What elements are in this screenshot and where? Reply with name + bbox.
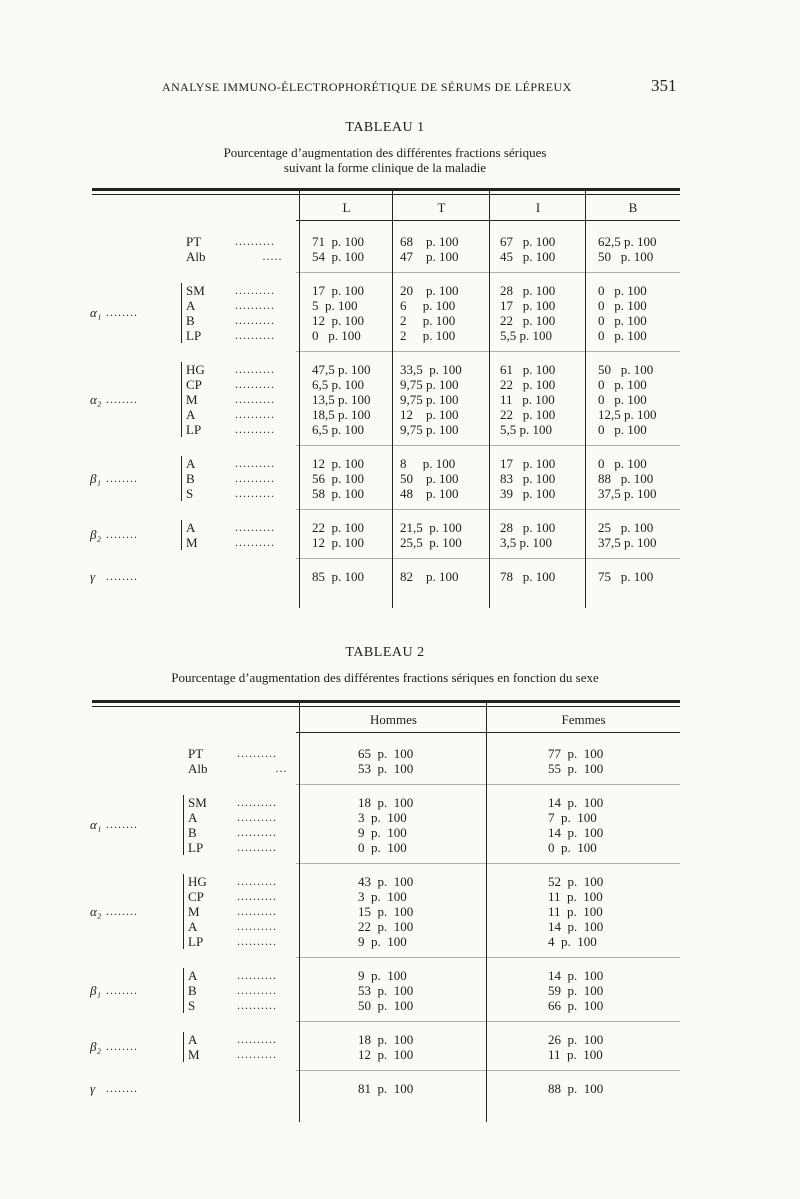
group-rule xyxy=(296,784,680,785)
group-label: α₂ xyxy=(90,903,102,919)
table-cell: 50 p. 100 xyxy=(598,249,654,264)
table-cell: 9 p. 100 xyxy=(358,968,407,983)
table-cell: 17 p. 100 xyxy=(500,298,556,313)
table-cell: 20 p. 100 xyxy=(400,283,459,298)
leader-dots: .......... xyxy=(237,1032,277,1046)
column-divider xyxy=(486,703,487,1122)
table-cell: 85 p. 100 xyxy=(312,569,364,584)
group-rule xyxy=(296,863,680,864)
group-leader-dots: ........ xyxy=(106,568,138,583)
row-label: A xyxy=(186,520,196,535)
table-cell: 33,5 p. 100 xyxy=(400,362,462,377)
group-leader-dots: ........ xyxy=(106,527,138,541)
group-label: α₁ xyxy=(90,305,102,320)
row-label: A xyxy=(188,1032,198,1047)
leader-dots: .......... xyxy=(237,795,277,809)
column-header: B xyxy=(628,200,638,215)
table-cell: 22 p. 100 xyxy=(358,919,414,934)
table-cell: 65 p. 100 xyxy=(358,746,414,761)
column-header: I xyxy=(535,200,541,215)
table-cell: 75 p. 100 xyxy=(598,569,654,584)
row-label: M xyxy=(188,1047,200,1062)
table-cell: 9 p. 100 xyxy=(358,934,407,949)
leader-dots: .......... xyxy=(237,874,277,888)
group-label: α₁ xyxy=(90,817,102,832)
table-cell: 26 p. 100 xyxy=(548,1032,604,1047)
row-label: CP xyxy=(186,377,202,392)
group-leader-dots: ........ xyxy=(106,817,138,831)
leader-dots: .......... xyxy=(237,746,277,760)
table-cell: 58 p. 100 xyxy=(312,486,364,501)
table-cell: 17 p. 100 xyxy=(312,283,364,298)
table-cell: 21,5 p. 100 xyxy=(400,520,462,535)
group-leader-dots: ........ xyxy=(106,391,138,406)
row-label: SM xyxy=(186,283,205,298)
group-label: β₁ xyxy=(90,470,101,486)
row-label: A xyxy=(186,298,196,313)
table-cell: 3 p. 100 xyxy=(358,889,407,904)
leader-dots: .......... xyxy=(237,904,277,918)
table-cell: 54 p. 100 xyxy=(312,249,364,264)
table-cell: 59 p. 100 xyxy=(548,983,604,998)
table-cell: 9 p. 100 xyxy=(358,825,407,840)
table-cell: 0 p. 100 xyxy=(598,283,647,298)
table-cell: 77 p. 100 xyxy=(548,746,604,761)
leader-dots: .......... xyxy=(237,968,277,982)
leader-dots: .......... xyxy=(235,422,275,436)
table-cell: 0 p. 100 xyxy=(598,422,647,437)
table1-caption-line2: suivant la forme clinique de la maladie xyxy=(283,160,487,175)
table-cell: 0 p. 100 xyxy=(598,328,647,343)
table-cell: 50 p. 100 xyxy=(400,471,459,486)
table-cell: 37,5 p. 100 xyxy=(598,535,657,550)
group-leader-dots: ........ xyxy=(106,903,138,918)
table-cell: 5 p. 100 xyxy=(312,298,358,313)
table-cell: 81 p. 100 xyxy=(358,1081,414,1096)
table-cell: 9,75 p. 100 xyxy=(400,422,459,437)
group-brace xyxy=(183,874,184,949)
table-cell: 45 p. 100 xyxy=(500,249,556,264)
group-label: γ xyxy=(90,1080,96,1096)
leader-dots: .......... xyxy=(235,471,275,485)
table-cell: 12 p. 100 xyxy=(312,313,364,328)
row-label: HG xyxy=(188,874,207,889)
table-cell: 47 p. 100 xyxy=(400,249,459,264)
group-leader-dots: ........ xyxy=(106,1039,138,1053)
group-label: α₂ xyxy=(90,391,102,407)
row-label: S xyxy=(186,486,194,501)
table-cell: 82 p. 100 xyxy=(400,569,459,584)
table-cell: 5,5 p. 100 xyxy=(500,422,552,437)
group-brace xyxy=(183,968,184,1013)
group-leader-dots: ........ xyxy=(106,305,138,319)
row-label: A xyxy=(186,407,196,422)
table-cell: 22 p. 100 xyxy=(500,377,556,392)
leader-dots: .......... xyxy=(235,234,275,248)
page-number: 351 xyxy=(651,76,677,95)
group-rule xyxy=(296,1021,680,1022)
table-cell: 8 p. 100 xyxy=(400,456,456,471)
row-label: A xyxy=(188,968,198,983)
table-cell: 9,75 p. 100 xyxy=(400,392,459,407)
table-top-rule xyxy=(92,700,680,703)
table-cell: 0 p. 100 xyxy=(358,840,407,855)
table-cell: 14 p. 100 xyxy=(548,795,604,810)
table-cell: 0 p. 100 xyxy=(312,328,361,343)
table-cell: 88 p. 100 xyxy=(548,1081,604,1096)
table-cell: 15 p. 100 xyxy=(358,904,414,919)
table-cell: 61 p. 100 xyxy=(500,362,556,377)
leader-dots: ..... xyxy=(262,249,283,263)
leader-dots: .......... xyxy=(237,1047,277,1061)
table-cell: 67 p. 100 xyxy=(500,234,556,249)
table-cell: 14 p. 100 xyxy=(548,919,604,934)
row-label: LP xyxy=(186,422,202,437)
table-cell: 62,5 p. 100 xyxy=(598,234,657,249)
row-label: LP xyxy=(188,934,204,949)
table-cell: 5,5 p. 100 xyxy=(500,328,552,343)
table-cell: 11 p. 100 xyxy=(500,392,555,407)
leader-dots: .......... xyxy=(235,407,275,421)
table-cell: 12 p. 100 xyxy=(358,1047,414,1062)
row-label: Alb xyxy=(186,249,206,264)
table-cell: 11 p. 100 xyxy=(548,904,603,919)
table-cell: 18 p. 100 xyxy=(358,795,414,810)
row-label: B xyxy=(188,825,197,840)
group-rule xyxy=(296,957,680,958)
row-label: B xyxy=(186,471,195,486)
group-leader-dots: ........ xyxy=(106,470,138,485)
table-cell: 28 p. 100 xyxy=(500,520,556,535)
row-label: CP xyxy=(188,889,204,904)
table-cell: 11 p. 100 xyxy=(548,1047,603,1062)
row-label: Alb xyxy=(188,761,208,776)
group-rule xyxy=(296,1070,680,1071)
table-cell: 6,5 p. 100 xyxy=(312,422,364,437)
running-title: ANALYSE IMMUNO-ÉLECTROPHORÉTIQUE DE SÉRUMS DE LÉPREUX xyxy=(162,80,572,94)
table-cell: 12 p. 100 xyxy=(400,407,459,422)
row-label: A xyxy=(186,456,196,471)
table-cell: 56 p. 100 xyxy=(312,471,364,486)
table-cell: 25 p. 100 xyxy=(598,520,654,535)
group-leader-dots: ........ xyxy=(106,1080,138,1095)
row-label: M xyxy=(186,392,198,407)
leader-dots: .......... xyxy=(237,998,277,1012)
table-cell: 2 p. 100 xyxy=(400,313,456,328)
table-cell: 55 p. 100 xyxy=(548,761,604,776)
table-cell: 66 p. 100 xyxy=(548,998,604,1013)
group-brace xyxy=(183,1032,184,1062)
leader-dots: ... xyxy=(275,761,288,775)
table-cell: 50 p. 100 xyxy=(598,362,654,377)
row-label: B xyxy=(186,313,195,328)
table-cell: 68 p. 100 xyxy=(400,234,459,249)
row-label: LP xyxy=(188,840,204,855)
table-cell: 14 p. 100 xyxy=(548,825,604,840)
table-cell: 71 p. 100 xyxy=(312,234,364,249)
leader-dots: .......... xyxy=(237,983,277,997)
leader-dots: .......... xyxy=(235,283,275,297)
table-cell: 53 p. 100 xyxy=(358,761,414,776)
column-header: L xyxy=(342,200,351,215)
column-header: Femmes xyxy=(561,712,606,727)
leader-dots: .......... xyxy=(237,840,277,854)
row-label: LP xyxy=(186,328,202,343)
row-label: A xyxy=(188,810,198,825)
column-header: T xyxy=(437,200,446,215)
leader-dots: .......... xyxy=(237,934,277,948)
table-cell: 37,5 p. 100 xyxy=(598,486,657,501)
table-cell: 53 p. 100 xyxy=(358,983,414,998)
table-cell: 12 p. 100 xyxy=(312,456,364,471)
leader-dots: .......... xyxy=(235,535,275,549)
header-rule xyxy=(296,732,680,733)
table1-caption-line1: Pourcentage d’augmentation des différentes fractions sériques xyxy=(223,145,547,160)
leader-dots: .......... xyxy=(235,313,275,327)
leader-dots: .......... xyxy=(237,889,277,903)
column-divider xyxy=(299,703,300,1122)
table-cell: 12 p. 100 xyxy=(312,535,364,550)
table1-title: TABLEAU 1 xyxy=(345,120,425,135)
table-cell: 0 p. 100 xyxy=(598,392,647,407)
group-leader-dots: ........ xyxy=(106,982,138,997)
table-top-rule-thin xyxy=(92,706,680,707)
table2-title: TABLEAU 2 xyxy=(345,645,425,660)
row-label: S xyxy=(188,998,196,1013)
leader-dots: .......... xyxy=(235,362,275,376)
row-label: PT xyxy=(188,746,204,761)
group-brace xyxy=(183,795,184,855)
row-label: PT xyxy=(186,234,202,249)
group-label: β₂ xyxy=(90,1039,101,1054)
leader-dots: .......... xyxy=(235,298,275,312)
leader-dots: .......... xyxy=(235,377,275,391)
row-label: M xyxy=(188,904,200,919)
table-cell: 39 p. 100 xyxy=(500,486,556,501)
table-cell: 0 p. 100 xyxy=(598,456,647,471)
table-cell: 52 p. 100 xyxy=(548,874,604,889)
table-cell: 28 p. 100 xyxy=(500,283,556,298)
table-cell: 0 p. 100 xyxy=(598,298,647,313)
table-cell: 48 p. 100 xyxy=(400,486,459,501)
leader-dots: .......... xyxy=(235,456,275,470)
leader-dots: .......... xyxy=(235,486,275,500)
table-cell: 78 p. 100 xyxy=(500,569,556,584)
table-cell: 0 p. 100 xyxy=(598,377,647,392)
row-label: SM xyxy=(188,795,207,810)
group-label: β₁ xyxy=(90,982,101,998)
table-cell: 7 p. 100 xyxy=(548,810,597,825)
table-cell: 11 p. 100 xyxy=(548,889,603,904)
column-header: Hommes xyxy=(370,712,417,727)
table-cell: 47,5 p. 100 xyxy=(312,362,371,377)
table-cell: 14 p. 100 xyxy=(548,968,604,983)
table-cell: 3,5 p. 100 xyxy=(500,535,552,550)
row-label: A xyxy=(188,919,198,934)
row-label: HG xyxy=(186,362,205,377)
table-cell: 17 p. 100 xyxy=(500,456,556,471)
table-cell: 22 p. 100 xyxy=(500,313,556,328)
table-cell: 43 p. 100 xyxy=(358,874,414,889)
leader-dots: .......... xyxy=(235,392,275,406)
table-cell: 6,5 p. 100 xyxy=(312,377,364,392)
group-label: β₂ xyxy=(90,527,101,542)
group-label: γ xyxy=(90,568,96,584)
leader-dots: .......... xyxy=(237,810,277,824)
table-cell: 18,5 p. 100 xyxy=(312,407,371,422)
table-cell: 22 p. 100 xyxy=(312,520,364,535)
table-cell: 50 p. 100 xyxy=(358,998,414,1013)
table-cell: 9,75 p. 100 xyxy=(400,377,459,392)
row-label: B xyxy=(188,983,197,998)
row-label: M xyxy=(186,535,198,550)
table-cell: 13,5 p. 100 xyxy=(312,392,371,407)
leader-dots: .......... xyxy=(235,520,275,534)
table-cell: 0 p. 100 xyxy=(548,840,597,855)
table2-caption: Pourcentage d’augmentation des différentes fractions sériques en fonction du sexe xyxy=(171,670,599,685)
table-cell: 6 p. 100 xyxy=(400,298,456,313)
table-cell: 18 p. 100 xyxy=(358,1032,414,1047)
table-cell: 83 p. 100 xyxy=(500,471,556,486)
table-cell: 88 p. 100 xyxy=(598,471,654,486)
leader-dots: .......... xyxy=(237,825,277,839)
table-cell: 2 p. 100 xyxy=(400,328,456,343)
leader-dots: .......... xyxy=(237,919,277,933)
table-cell: 22 p. 100 xyxy=(500,407,556,422)
leader-dots: .......... xyxy=(235,328,275,342)
table-cell: 12,5 p. 100 xyxy=(598,407,657,422)
table-cell: 25,5 p. 100 xyxy=(400,535,462,550)
table-cell: 4 p. 100 xyxy=(548,934,597,949)
table-cell: 0 p. 100 xyxy=(598,313,647,328)
table-cell: 3 p. 100 xyxy=(358,810,407,825)
